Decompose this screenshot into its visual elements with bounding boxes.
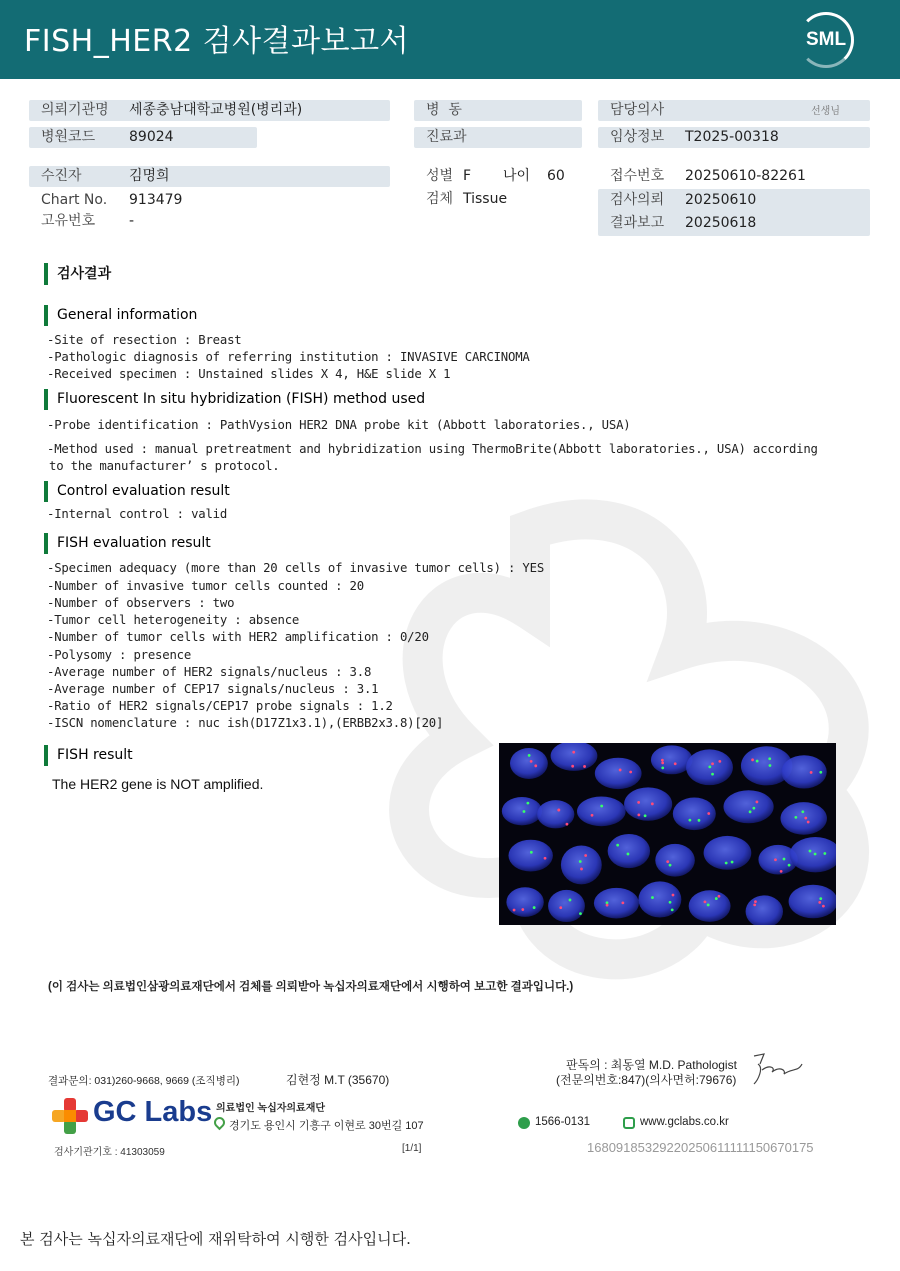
- signal-dot: [725, 862, 728, 865]
- clinical-label: 임상정보: [610, 129, 665, 145]
- signal-dot: [731, 861, 734, 864]
- signal-dot: [619, 769, 622, 772]
- fish-microscopy-image: [499, 743, 836, 925]
- signal-dot: [707, 812, 710, 815]
- signal-dot: [718, 895, 721, 898]
- control-title: Control evaluation result: [44, 481, 230, 502]
- foundation-name: 의료법인 녹십자의료재단: [216, 1103, 326, 1114]
- signal-dot: [591, 814, 594, 817]
- report-value: 20250618: [685, 215, 757, 231]
- signal-dot: [698, 819, 701, 822]
- signal-dot: [566, 823, 569, 826]
- signal-dot: [637, 813, 640, 816]
- gc-labs-wordmark: GC Labs: [93, 1096, 213, 1128]
- chart-label: Chart No.: [41, 192, 108, 208]
- signal-dot: [715, 897, 718, 900]
- signal-dot: [707, 904, 710, 907]
- phone-number: 1566-0131: [535, 1116, 590, 1128]
- chart-value: 913479: [129, 192, 183, 208]
- signal-dot: [523, 810, 526, 813]
- method-line: -Probe identification : PathVysion HER2 DNA probe kit (Abbott laboratories., USA): [47, 418, 631, 432]
- eval-line: -Average number of HER2 signals/nucleus : 3.8: [47, 665, 372, 679]
- home-icon: [623, 1117, 635, 1129]
- hospital-code-value: 89024: [129, 129, 174, 145]
- cell-nucleus: [781, 802, 827, 835]
- signal-dot: [756, 760, 759, 763]
- signal-dot: [661, 767, 664, 770]
- cell-nucleus: [789, 885, 836, 919]
- eval-line: -Average number of CEP17 signals/nucleus : 3.1: [47, 682, 379, 696]
- signal-dot: [644, 814, 647, 817]
- signal-dot: [688, 819, 691, 822]
- signal-dot: [822, 905, 825, 908]
- signal-dot: [666, 860, 669, 863]
- signal-dot: [559, 906, 562, 909]
- cell-nucleus: [608, 834, 650, 868]
- signal-dot: [704, 900, 707, 903]
- signal-dot: [819, 771, 822, 774]
- signal-dot: [756, 801, 759, 804]
- contact-info: 결과문의: 031)260-9668, 9669 (조직병리): [48, 1075, 240, 1087]
- cell-nucleus: [510, 748, 548, 779]
- signal-dot: [711, 762, 714, 765]
- patient-label: 수진자: [41, 168, 82, 184]
- dept-row: [414, 127, 582, 148]
- signal-dot: [669, 864, 672, 867]
- age-label: 나이: [503, 168, 531, 184]
- signal-dot: [823, 852, 826, 855]
- signal-dot: [572, 751, 575, 754]
- fish-result-text: The HER2 gene is NOT amplified.: [52, 776, 264, 792]
- signal-dot: [621, 901, 624, 904]
- address: 경기도 용인시 기흥구 이현로 30번길 107: [229, 1120, 424, 1132]
- unique-row: [29, 211, 390, 232]
- cell-nucleus: [595, 758, 642, 789]
- signal-dot: [809, 850, 812, 853]
- signal-dot: [600, 805, 603, 808]
- barcode-number: 16809185329220250611111150670175: [587, 1140, 814, 1155]
- signal-dot: [629, 771, 632, 774]
- fish-microscopy-svg: [499, 743, 836, 925]
- signal-dot: [513, 909, 516, 912]
- method-line: -Method used : manual pretreatment and hybridization using ThermoBrite(Abbott laboratories., USA) according: [47, 442, 818, 456]
- report-header: [0, 0, 900, 79]
- institution-number: 검사기관기호 : 41303059: [54, 1147, 165, 1158]
- signal-dot: [579, 912, 582, 915]
- method-line: to the manufacturer’ s protocol.: [49, 459, 280, 473]
- fish-result-title: FISH result: [44, 745, 133, 766]
- signal-dot: [528, 754, 531, 757]
- institution-row: [29, 100, 390, 121]
- institution-value: 세종충남대학교병원(병리과): [129, 102, 303, 118]
- cell-nucleus: [506, 887, 543, 917]
- report-row: [598, 213, 870, 234]
- signal-dot: [780, 870, 783, 873]
- signal-dot: [583, 765, 586, 768]
- eval-title: FISH evaluation result: [44, 533, 211, 554]
- signal-dot: [807, 821, 810, 824]
- specimen-label: 검체: [426, 191, 454, 207]
- signal-dot: [754, 900, 757, 903]
- signal-dot: [794, 816, 797, 819]
- gc-cross-logo: [50, 1096, 90, 1136]
- eval-line: -Number of observers : two: [47, 596, 235, 610]
- pathologist-line2: (전문의번호:847)(의사면허:79676): [556, 1073, 737, 1087]
- sml-logo: SML: [798, 12, 854, 68]
- eval-line: -Number of invasive tumor cells counted : 20: [47, 579, 364, 593]
- cell-nucleus: [548, 890, 585, 922]
- sex-value: F: [463, 168, 472, 184]
- cell-nucleus: [561, 845, 602, 884]
- specimen-row: [414, 189, 582, 210]
- signal-dot: [810, 771, 813, 774]
- cell-nucleus: [594, 888, 639, 919]
- general-line: -Pathologic diagnosis of referring institution : INVASIVE CARCINOMA: [47, 350, 530, 364]
- signal-dot: [752, 807, 755, 810]
- signal-dot: [651, 802, 654, 805]
- report-title: FISH_HER2 검사결과보고서: [24, 24, 410, 59]
- technologist: 김현정 M.T (35670): [286, 1073, 390, 1087]
- pathologist-line1: 판독의 : 최동열 M.D. Pathologist: [566, 1058, 737, 1072]
- pathologist-signature: [750, 1050, 806, 1088]
- signal-dot: [569, 899, 572, 902]
- cell-nucleus: [638, 881, 681, 917]
- cell-nucleus: [704, 836, 752, 870]
- phone-icon: [518, 1117, 530, 1129]
- cell-nucleus: [655, 844, 695, 877]
- signal-dot: [606, 901, 609, 904]
- signal-dot: [579, 860, 582, 863]
- method-title: Fluorescent In situ hybridization (FISH) method used: [44, 389, 425, 410]
- cell-nucleus: [577, 797, 626, 827]
- sex-label: 성별: [426, 168, 454, 184]
- dept-label: 진료과: [426, 129, 467, 145]
- signal-dot: [580, 868, 583, 871]
- signal-dot: [530, 851, 533, 854]
- footer-notice: (이 검사는 의료법인삼광의료재단에서 검체를 의뢰받아 녹십자의료재단에서 시행하여 보고한 결과입니다.): [48, 981, 574, 993]
- signal-dot: [651, 896, 654, 899]
- hospital-code-row: [29, 127, 257, 148]
- general-title: General information: [44, 305, 197, 326]
- request-label: 검사의뢰: [610, 192, 665, 208]
- page-number: [1/1]: [402, 1143, 422, 1154]
- signal-dot: [819, 897, 822, 900]
- signal-dot: [774, 858, 777, 861]
- request-value: 20250610: [685, 192, 757, 208]
- general-line: -Received specimen : Unstained slides X 4, H&E slide X 1: [47, 367, 451, 381]
- signal-dot: [769, 764, 772, 767]
- website[interactable]: www.gclabs.co.kr: [640, 1116, 729, 1128]
- signal-dot: [627, 853, 630, 856]
- signal-dot: [801, 810, 804, 813]
- signal-dot: [557, 809, 560, 812]
- signal-dot: [768, 757, 771, 760]
- signal-dot: [530, 760, 533, 763]
- general-line: -Site of resection : Breast: [47, 333, 242, 347]
- cell-nucleus: [508, 840, 552, 872]
- signal-dot: [533, 906, 536, 909]
- cell-nucleus: [624, 787, 672, 820]
- request-row: [598, 190, 870, 211]
- signal-dot: [637, 801, 640, 804]
- eval-line: -Tumor cell heterogeneity : absence: [47, 613, 300, 627]
- signal-dot: [672, 894, 675, 897]
- patient-row: [29, 166, 390, 187]
- cell-nucleus: [537, 800, 574, 828]
- institution-label: 의뢰기관명: [41, 102, 109, 118]
- doctor-suffix: 선생님: [811, 106, 840, 117]
- receipt-row: [598, 166, 870, 187]
- clinical-row: [598, 127, 870, 148]
- signal-dot: [544, 857, 547, 860]
- result-heading: 검사결과: [44, 263, 111, 285]
- unique-value: -: [129, 213, 135, 229]
- signal-dot: [708, 765, 711, 768]
- signal-dot: [818, 901, 821, 904]
- signal-dot: [584, 854, 587, 857]
- bottom-note: 본 검사는 녹십자의료재단에 재위탁하여 시행한 검사입니다.: [20, 1230, 411, 1248]
- signal-dot: [718, 760, 721, 763]
- signal-dot: [526, 802, 529, 805]
- hospital-code-label: 병원코드: [41, 129, 96, 145]
- signal-dot: [616, 844, 619, 847]
- eval-line: -Specimen adequacy (more than 20 cells of invasive tumor cells) : YES: [47, 561, 545, 575]
- clinical-value: T2025-00318: [685, 129, 779, 145]
- control-line: -Internal control : valid: [47, 507, 228, 521]
- report-label: 결과보고: [610, 215, 665, 231]
- doctor-row: [598, 100, 870, 121]
- signal-dot: [534, 764, 537, 767]
- sex-age-row: [414, 166, 582, 187]
- signal-dot: [788, 864, 791, 867]
- cell-nucleus: [723, 790, 773, 823]
- signal-dot: [749, 810, 752, 813]
- ward-label: 병 동: [426, 102, 462, 118]
- unique-label: 고유번호: [41, 213, 96, 229]
- signal-dot: [661, 761, 664, 764]
- signal-dot: [783, 858, 786, 861]
- signal-dot: [521, 908, 524, 911]
- age-value: 60: [547, 168, 565, 184]
- receipt-value: 20250610-82261: [685, 168, 806, 184]
- signal-dot: [669, 901, 672, 904]
- signal-dot: [753, 904, 756, 907]
- signal-dot: [571, 765, 574, 768]
- signal-dot: [674, 762, 677, 765]
- receipt-label: 접수번호: [610, 168, 665, 184]
- eval-line: -ISCN nomenclature : nuc ish(D17Z1x3.1),(ERBB2x3.8)[20]: [47, 716, 444, 730]
- eval-line: -Ratio of HER2 signals/CEP17 probe signals : 1.2: [47, 699, 393, 713]
- specimen-value: Tissue: [463, 191, 508, 207]
- chart-row: [29, 190, 390, 211]
- patient-value: 김명희: [129, 168, 170, 184]
- cell-nucleus: [689, 890, 731, 922]
- signal-dot: [606, 904, 609, 907]
- signal-dot: [804, 817, 807, 820]
- cell-nucleus: [502, 797, 542, 825]
- eval-line: -Number of tumor cells with HER2 amplification : 0/20: [47, 630, 429, 644]
- signal-dot: [751, 758, 754, 761]
- doctor-label: 담당의사: [610, 102, 665, 118]
- signal-dot: [711, 773, 714, 776]
- eval-line: -Polysomy : presence: [47, 648, 192, 662]
- location-pin-icon: [212, 1115, 228, 1131]
- signal-dot: [661, 759, 664, 762]
- ward-row: [414, 100, 582, 121]
- signal-dot: [671, 909, 674, 912]
- signal-dot: [814, 853, 817, 856]
